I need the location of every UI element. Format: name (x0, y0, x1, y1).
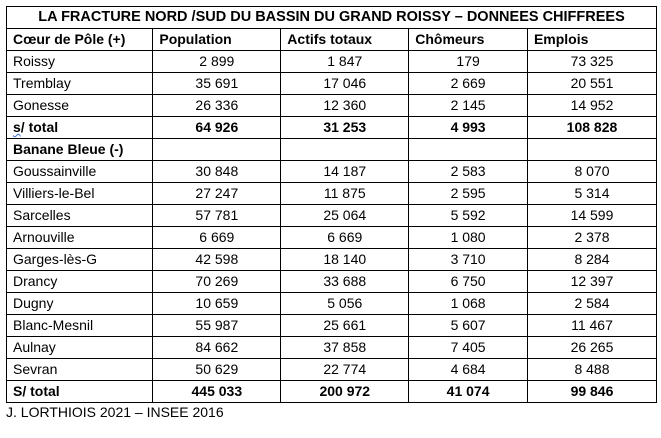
population-cell: 55 987 (153, 315, 281, 337)
table-row (7, 359, 657, 381)
header-emplois: Emplois (527, 29, 656, 51)
chomeurs-cell: 5 592 (409, 205, 528, 227)
actifs-cell: 18 140 (281, 249, 409, 271)
banane-subtotal-chomeurs: 41 074 (409, 381, 528, 403)
commune-name: Garges-lès-G (7, 249, 153, 271)
commune-name: Blanc-Mesnil (7, 315, 153, 337)
actifs-cell: 5 056 (281, 293, 409, 315)
data-table-container (6, 6, 657, 403)
actifs-cell: 25 661 (281, 315, 409, 337)
emplois-cell: 11 467 (527, 315, 656, 337)
banane-subtotal-label: S/ total (7, 381, 153, 403)
actifs-cell: 17 046 (281, 73, 409, 95)
actifs-cell: 6 669 (281, 227, 409, 249)
actifs-cell: 25 064 (281, 205, 409, 227)
population-cell: 10 659 (153, 293, 281, 315)
table-row (7, 249, 657, 271)
chomeurs-cell: 3 710 (409, 249, 528, 271)
population-cell: 57 781 (153, 205, 281, 227)
table-title-row (7, 7, 657, 29)
commune-name: Tremblay (7, 73, 153, 95)
header-coeur-de-pole: Cœur de Pôle (+) (7, 29, 153, 51)
empty-cell (409, 139, 528, 161)
chomeurs-cell: 6 750 (409, 271, 528, 293)
emplois-cell: 8 070 (527, 161, 656, 183)
commune-name: Goussainville (7, 161, 153, 183)
table-row (7, 315, 657, 337)
table-row (7, 205, 657, 227)
empty-cell (527, 139, 656, 161)
chomeurs-cell: 179 (409, 51, 528, 73)
chomeurs-cell: 2 595 (409, 183, 528, 205)
population-cell: 50 629 (153, 359, 281, 381)
emplois-cell: 14 952 (527, 95, 656, 117)
emplois-cell: 14 599 (527, 205, 656, 227)
coeur-subtotal-population: 64 926 (153, 117, 281, 139)
source-footer: J. LORTHIOIS 2021 – INSEE 2016 (6, 404, 224, 420)
chomeurs-cell: 2 145 (409, 95, 528, 117)
chomeurs-cell: 1 068 (409, 293, 528, 315)
population-cell: 35 691 (153, 73, 281, 95)
commune-name: Aulnay (7, 337, 153, 359)
actifs-cell: 22 774 (281, 359, 409, 381)
population-cell: 70 269 (153, 271, 281, 293)
table-title: LA FRACTURE NORD /SUD DU BASSIN DU GRAND ROISSY – DONNEES CHIFFREES (7, 7, 657, 29)
coeur-subtotal-row (7, 117, 657, 139)
table-row (7, 227, 657, 249)
actifs-cell: 37 858 (281, 337, 409, 359)
commune-name: Villiers-le-Bel (7, 183, 153, 205)
header-actifs-totaux: Actifs totaux (281, 29, 409, 51)
emplois-cell: 2 584 (527, 293, 656, 315)
emplois-cell: 73 325 (527, 51, 656, 73)
commune-name: Arnouville (7, 227, 153, 249)
commune-name: Dugny (7, 293, 153, 315)
banane-subtotal-row (7, 381, 657, 403)
header-population: Population (153, 29, 281, 51)
emplois-cell: 12 397 (527, 271, 656, 293)
banane-section-label: Banane Bleue (-) (7, 139, 153, 161)
emplois-cell: 26 265 (527, 337, 656, 359)
banane-subtotal-population: 445 033 (153, 381, 281, 403)
table-row (7, 271, 657, 293)
emplois-cell: 8 488 (527, 359, 656, 381)
subtotal-prefix: s (13, 119, 21, 135)
subtotal-rest: / total (20, 119, 59, 135)
chomeurs-cell: 7 405 (409, 337, 528, 359)
population-cell: 26 336 (153, 95, 281, 117)
banane-section-row (7, 139, 657, 161)
table-row (7, 293, 657, 315)
chomeurs-cell: 4 684 (409, 359, 528, 381)
table-row (7, 161, 657, 183)
commune-name: Sarcelles (7, 205, 153, 227)
coeur-subtotal-chomeurs: 4 993 (409, 117, 528, 139)
emplois-cell: 20 551 (527, 73, 656, 95)
actifs-cell: 12 360 (281, 95, 409, 117)
coeur-subtotal-emplois: 108 828 (527, 117, 656, 139)
table-row (7, 183, 657, 205)
empty-cell (281, 139, 409, 161)
population-cell: 6 669 (153, 227, 281, 249)
table-row (7, 95, 657, 117)
population-cell: 42 598 (153, 249, 281, 271)
commune-name: Sevran (7, 359, 153, 381)
population-cell: 2 899 (153, 51, 281, 73)
commune-name: Gonesse (7, 95, 153, 117)
population-cell: 30 848 (153, 161, 281, 183)
table-row (7, 73, 657, 95)
emplois-cell: 2 378 (527, 227, 656, 249)
table-row (7, 337, 657, 359)
emplois-cell: 5 314 (527, 183, 656, 205)
commune-name: Drancy (7, 271, 153, 293)
empty-cell (153, 139, 281, 161)
header-row (7, 29, 657, 51)
population-cell: 84 662 (153, 337, 281, 359)
emplois-cell: 8 284 (527, 249, 656, 271)
commune-name: Roissy (7, 51, 153, 73)
population-cell: 27 247 (153, 183, 281, 205)
table-row (7, 51, 657, 73)
header-chomeurs: Chômeurs (409, 29, 528, 51)
chomeurs-cell: 2 583 (409, 161, 528, 183)
banane-subtotal-actifs: 200 972 (281, 381, 409, 403)
chomeurs-cell: 2 669 (409, 73, 528, 95)
data-table (6, 6, 657, 403)
actifs-cell: 33 688 (281, 271, 409, 293)
chomeurs-cell: 1 080 (409, 227, 528, 249)
actifs-cell: 11 875 (281, 183, 409, 205)
chomeurs-cell: 5 607 (409, 315, 528, 337)
actifs-cell: 1 847 (281, 51, 409, 73)
coeur-subtotal-label (7, 117, 153, 139)
actifs-cell: 14 187 (281, 161, 409, 183)
banane-subtotal-emplois: 99 846 (527, 381, 656, 403)
coeur-subtotal-actifs: 31 253 (281, 117, 409, 139)
